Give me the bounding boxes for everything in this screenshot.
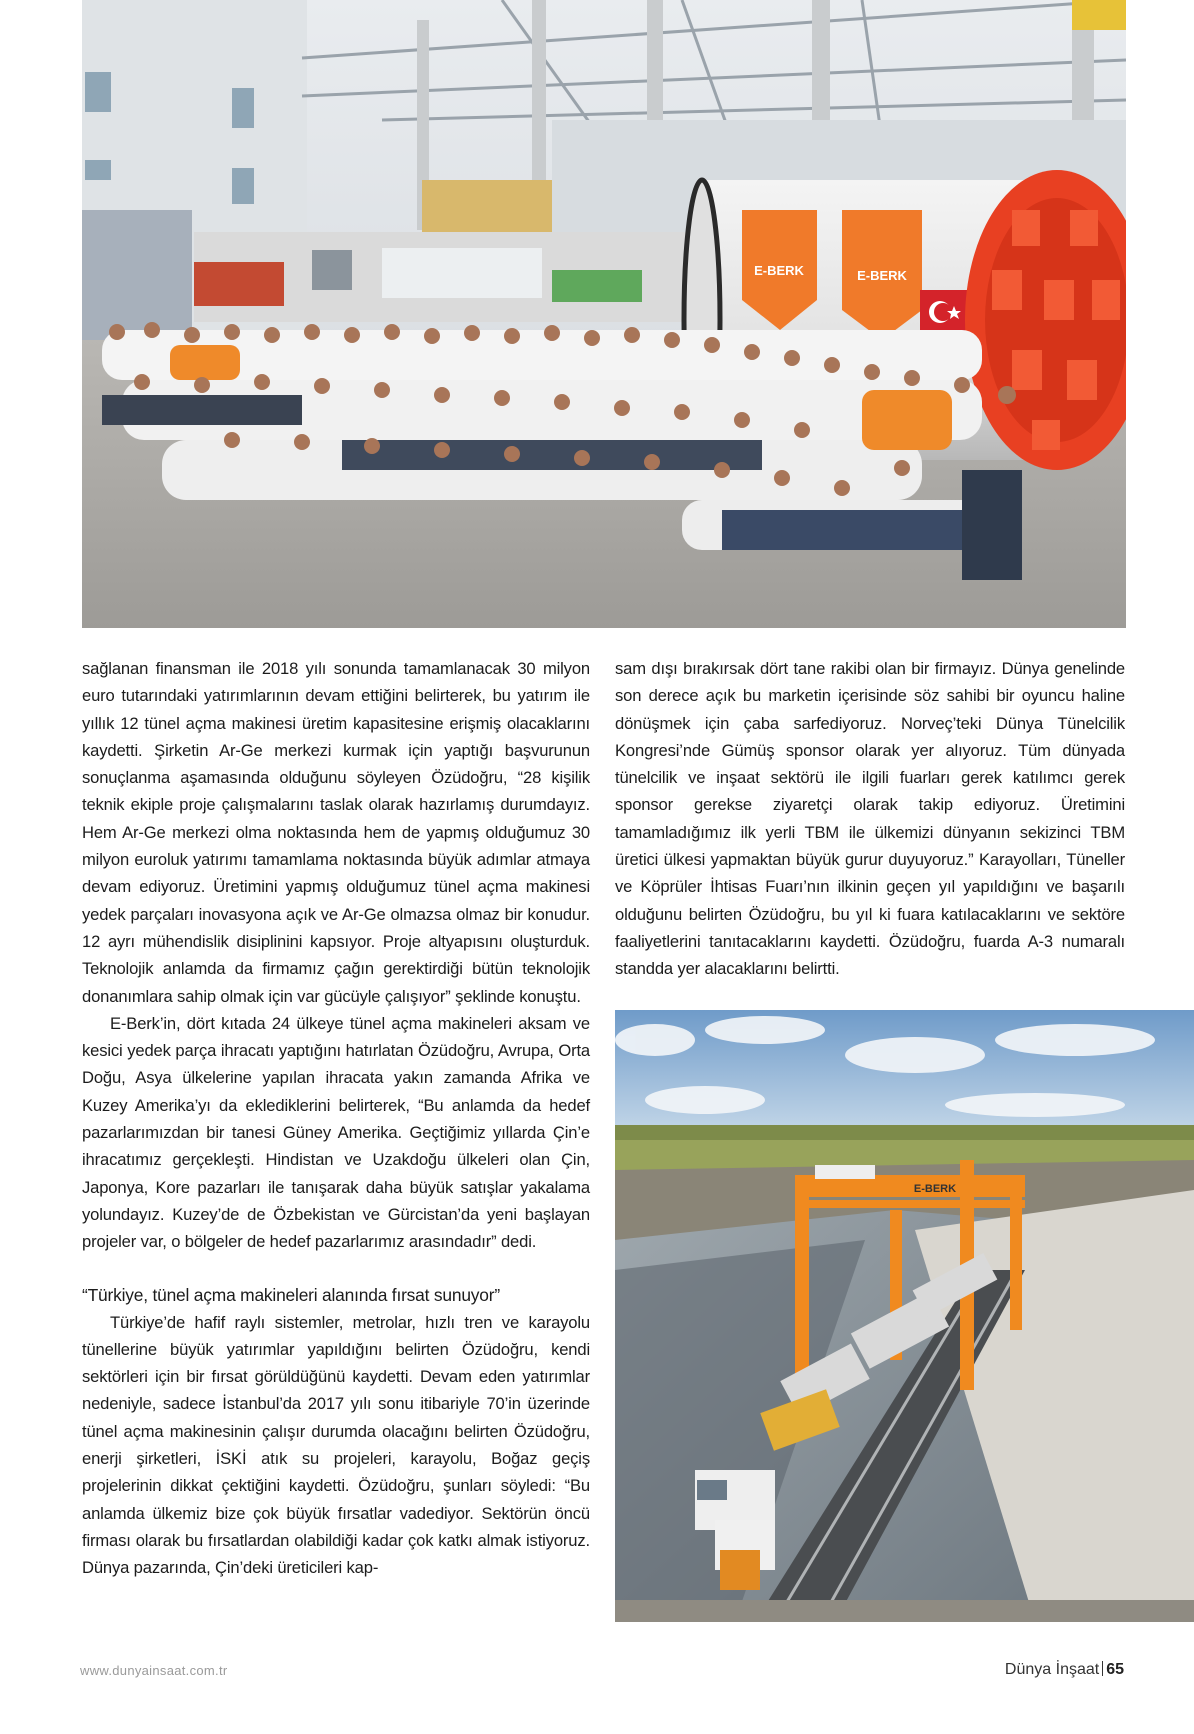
footer-folio — [1005, 1661, 1124, 1679]
eberk-team-tbm-photo — [82, 0, 1126, 628]
article-subheading: “Türkiye, tünel açma makineleri alanında fırsat sunuyor” — [82, 1284, 500, 1305]
footer-magazine-name: Dünya İnşaat — [1004, 1661, 1100, 1678]
footer-page-number: 65 — [1106, 1661, 1124, 1678]
article-left-column — [82, 655, 590, 1582]
article-paragraph: Türkiye’de hafif raylı sistemler, metrolar, hızlı tren ve karayolu tünellerine büyük yatırımlar yapıldığını belirten Özüdoğru, kendi sektörleri için bir fırsat görüldüğünü kaydetti. Devam eden yatırımlar nedeniyle, sadece İstanbul’da 2017 yılı sonu itibariyle 70’in üzerinde tünel açma makinesinin çalışır durumda olacağını belirten Özüdoğru, enerji şirketleri, İSKİ atık su projeleri, karayolu, Boğaz geçiş projelerinin dikkat çektiğini kaydetti. Özüdoğru, şunları söyledi: “Bu anlamda ülkemiz bize çok büyük fırsatlar vadediyor. Sektörün öncü firması olarak bu fırsatlardan olabildiği kadar çok katkı almak istiyoruz. Dünya pazarında, Çin’deki üreticileri kap- — [82, 1312, 590, 1578]
footer-divider — [1102, 1661, 1103, 1676]
article-paragraph: sam dışı bırakırsak dört tane rakibi olan bir firmayız. Dünya genelinde son derece açık bu marketin içerisinde söz sahibi bir oyuncu haline dönüşmek için çaba sarfediyoruz. Norveç’teki Dünya Tünelcilik Kongresi’nde Gümüş sponsor olarak yer alıyoruz. Tüm dünyada tünelcilik ve inşaat sektörü ile ilgili fuarları gerek katılımcı gerek sponsor gerekse ziyaretçi olarak takip ediyoruz. Üretimini tamamladığımız ilk yerli TBM ile ülkemizi dünyanın sekizinci TBM üretici ülkesi yapmaktan büyük gurur duyuyoruz.” Karayolları, Tüneller ve Köprüler İhtisas Fuarı’nın ilkinin geçen yıl yapıldığını ve başarılı olduğunu belirten Özüdoğru, bu yıl ki fuara katılacaklarını ve sektöre faaliyetlerini tanıtacaklarını kaydetti. Özüdoğru, fuarda A-3 numaralı standda yer alacaklarını belirtti. — [615, 659, 1125, 979]
article-paragraph: E-Berk’in, dört kıtada 24 ülkeye tünel açma makineleri aksam ve kesici yedek parça ihracatı yaptığını hatırlatan Özüdoğru, Avrupa, Orta Doğu, Asya ülkelerine yapılan ihracata yakın zamanda Afrika ve Kuzey Amerika’yı da eklediklerini belirterek, “Bu anlamda da hedef pazarlarımızdan bir tanesi Güney Amerika. Geçtiğimiz yıllarda Çin’e ihracatımız gerçekleşti. Hindistan ve Uzakdoğu ülkeleri olan Çin, Japonya, Kore pazarları ile tanışarak daha büyük satışlar yakalama yolundayız. Kuzey’de de Özbekistan ve Gürcistan’da yeni başlayan projeler var, o bölgeler de hedef pazarlarımız arasındadır” dedi. — [82, 1013, 590, 1252]
article-paragraph: sağlanan finansman ile 2018 yılı sonunda tamamlanacak 30 milyon euro tutarındaki yatırımlarının devam ettiğini belirterek, bu yatırım ile yıllık 12 tünel açma makinesi üretim kapasitesine erişmiş olacaklarını kaydetti. Şirketin Ar-Ge merkezi kurmak için yaptığı başvurunun sonuçlanma aşamasında olduğunu söyleyen Özüdoğru, “28 kişilik teknik ekiple proje çalışmalarını taslak olarak hazırlamış durumdayız. Hem Ar-Ge merkezi olma noktasında hem de yapmış olduğumuz 30 milyon euroluk yatırımı tamamlama noktasında büyük adımlar atmaya devam ediyoruz. Üretimini yapmış olduğumuz tünel açma makinesi yedek parçaları inovasyona açık ve Ar-Ge olmazsa olmaz bir konudur. 12 ayrı mühendislik disiplinini kapsıyor. Proje altyapısını oluşturduk. Teknolojik anlamda da firmamız çağın gerektirdiği bütün teknolojik donanımlara sahip olmak için var gücüyle çalışıyor” şeklinde konuştu. — [82, 659, 590, 1006]
banner-label-2: E-BERK — [857, 268, 907, 283]
eberk-gantry-crane-tunnel-site-photo — [615, 1010, 1194, 1622]
footer-website-url: www.dunyainsaat.com.tr — [80, 1663, 228, 1678]
banner-label-1: E-BERK — [754, 263, 804, 278]
gantry-label: E-BERK — [913, 1183, 957, 1195]
article-right-column — [615, 655, 1125, 983]
